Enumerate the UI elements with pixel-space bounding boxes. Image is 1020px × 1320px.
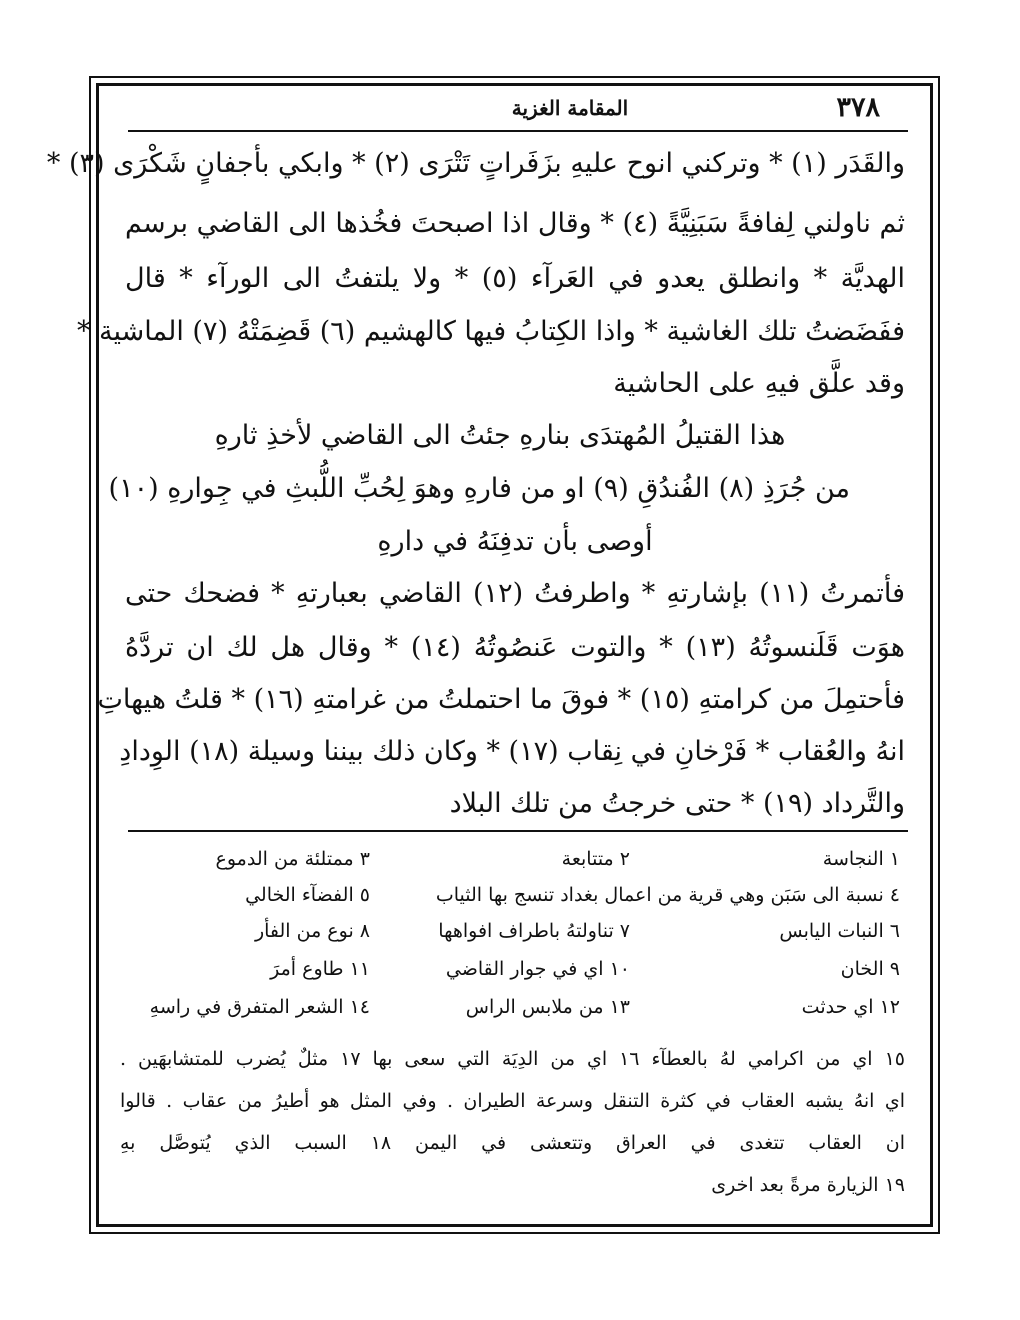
footnote: ٢ متتابعة: [561, 848, 630, 870]
footnote-line: ١٥ اي من اكرامي لهُ بالعطآء ١٦ اي من الدِيَة التي سعى بها ١٧ مثلٌ يُضرب للمتشابهَين .: [120, 1048, 905, 1070]
footnote-row: [120, 958, 900, 992]
text-line: هوَت قَلَنسوتُهُ (١٣) * والتوت عَنصُوتُهُ (١٤) * وقال هل لك ان تردَّهُ: [125, 632, 905, 663]
page-number: ٣٧٨: [836, 92, 880, 123]
footnote: ١٠ اي في جوار القاضي: [445, 958, 630, 980]
footnote-row: [120, 884, 900, 918]
text-line: والتَّرداد (١٩) * حتى خرجتُ من تلك البلاد: [449, 788, 905, 819]
footnote-row: [120, 920, 900, 954]
footnote: ٣ ممتلئة من الدموع: [215, 848, 370, 870]
running-title: المقامة الغزية: [511, 96, 629, 120]
text-line: انهُ والعُقاب * فَرْخانِ في نِقاب (١٧) * وكان ذلك بيننا وسيلة (١٨) الوِدادِ: [119, 736, 905, 767]
text-line: الهديَّة * وانطلق يعدو في العَرآء (٥) * ولا يلتفتُ الى الورآء * قال: [125, 263, 905, 294]
footnote: ٩ الخان: [840, 958, 900, 980]
verse-line: هذا القتيلُ المُهتدَى بنارهِ جئتُ الى القاضي لأخذِ ثارهِ: [214, 420, 786, 451]
footnote: ١٣ من ملابس الراس: [465, 996, 630, 1018]
footnote: ٧ تناولتهُ باطراف افواهها: [438, 920, 630, 942]
header-rule: [128, 130, 908, 132]
footnote-line: اي انهُ يشبه العقاب في كثرة التنقل وسرعة الطيران . وفي المثل هو أطيرُ من عقاب . قالوا: [120, 1090, 905, 1112]
footnote: ١٢ اي حدثت: [801, 996, 900, 1018]
footnote: ١ النجاسة: [822, 848, 900, 870]
verse-line: أوصى بأن تدفِنَهُ في دارهِ: [377, 526, 653, 557]
footnote-line: ١٩ الزيارة مرةً بعد اخرى: [711, 1174, 905, 1196]
footnote: ٥ الفضآء الخالي: [245, 884, 370, 906]
footnote-row: [120, 848, 900, 882]
footnote-line: ان العقاب تتغدى في العراق وتتعشى في اليمن ١٨ السبب الذي يُتوصَّل بهِ: [120, 1132, 906, 1154]
verse-line: من جُرَذِ (٨) الفُندُقِ (٩) او من فارهِ وهوَ لِحُبِّ اللُّبثِ في جِوارهِ (١٠): [108, 473, 850, 504]
text-line: ثم ناولني لِفافةً سَبَنِيَّةً (٤) * وقال اذا اصبحتَ فخُذها الى القاضي برسم: [125, 208, 906, 239]
footnote: ٦ النبات اليابس: [779, 920, 900, 942]
text-line: فأحتمِلَ من كرامتهِ (١٥) * فوقَ ما احتملتُ من غرامتهِ (١٦) * قلتُ هيهاتِ: [97, 684, 905, 715]
text-line: فأتمرتُ (١١) بإشارتهِ * واطرفتُ (١٢) القاضي بعبارتهِ * فضحك حتى: [125, 578, 905, 609]
text-line: ففَضَضتُ تلك الغاشية * واذا الكِتابُ فيها كالهشيم (٦) قَضِمَتْهُ (٧) الماشية *: [76, 316, 905, 347]
footnote-row: [120, 996, 900, 1030]
footnote: ١٤ الشعر المتفرق في راسهِ: [149, 996, 370, 1018]
text-line: وقد علَّق فيهِ على الحاشية: [613, 368, 905, 399]
footnote-rule: [128, 830, 908, 832]
page-header: [110, 92, 910, 128]
footnote: ٤ نسبة الى سَبَن وهي قرية من اعمال بغداد تنسج بها الثياب: [435, 884, 900, 906]
footnote: ١١ طاوع أمرَ: [270, 958, 370, 980]
text-line: والقَدَر (١) * وتركني انوح عليهِ بزَفَراتٍ تَتْرَى (٢) * وابكي بأجفانٍ شَكْرَى (٣) *: [46, 148, 905, 179]
footnote: ٨ نوع من الفأر: [254, 920, 370, 942]
